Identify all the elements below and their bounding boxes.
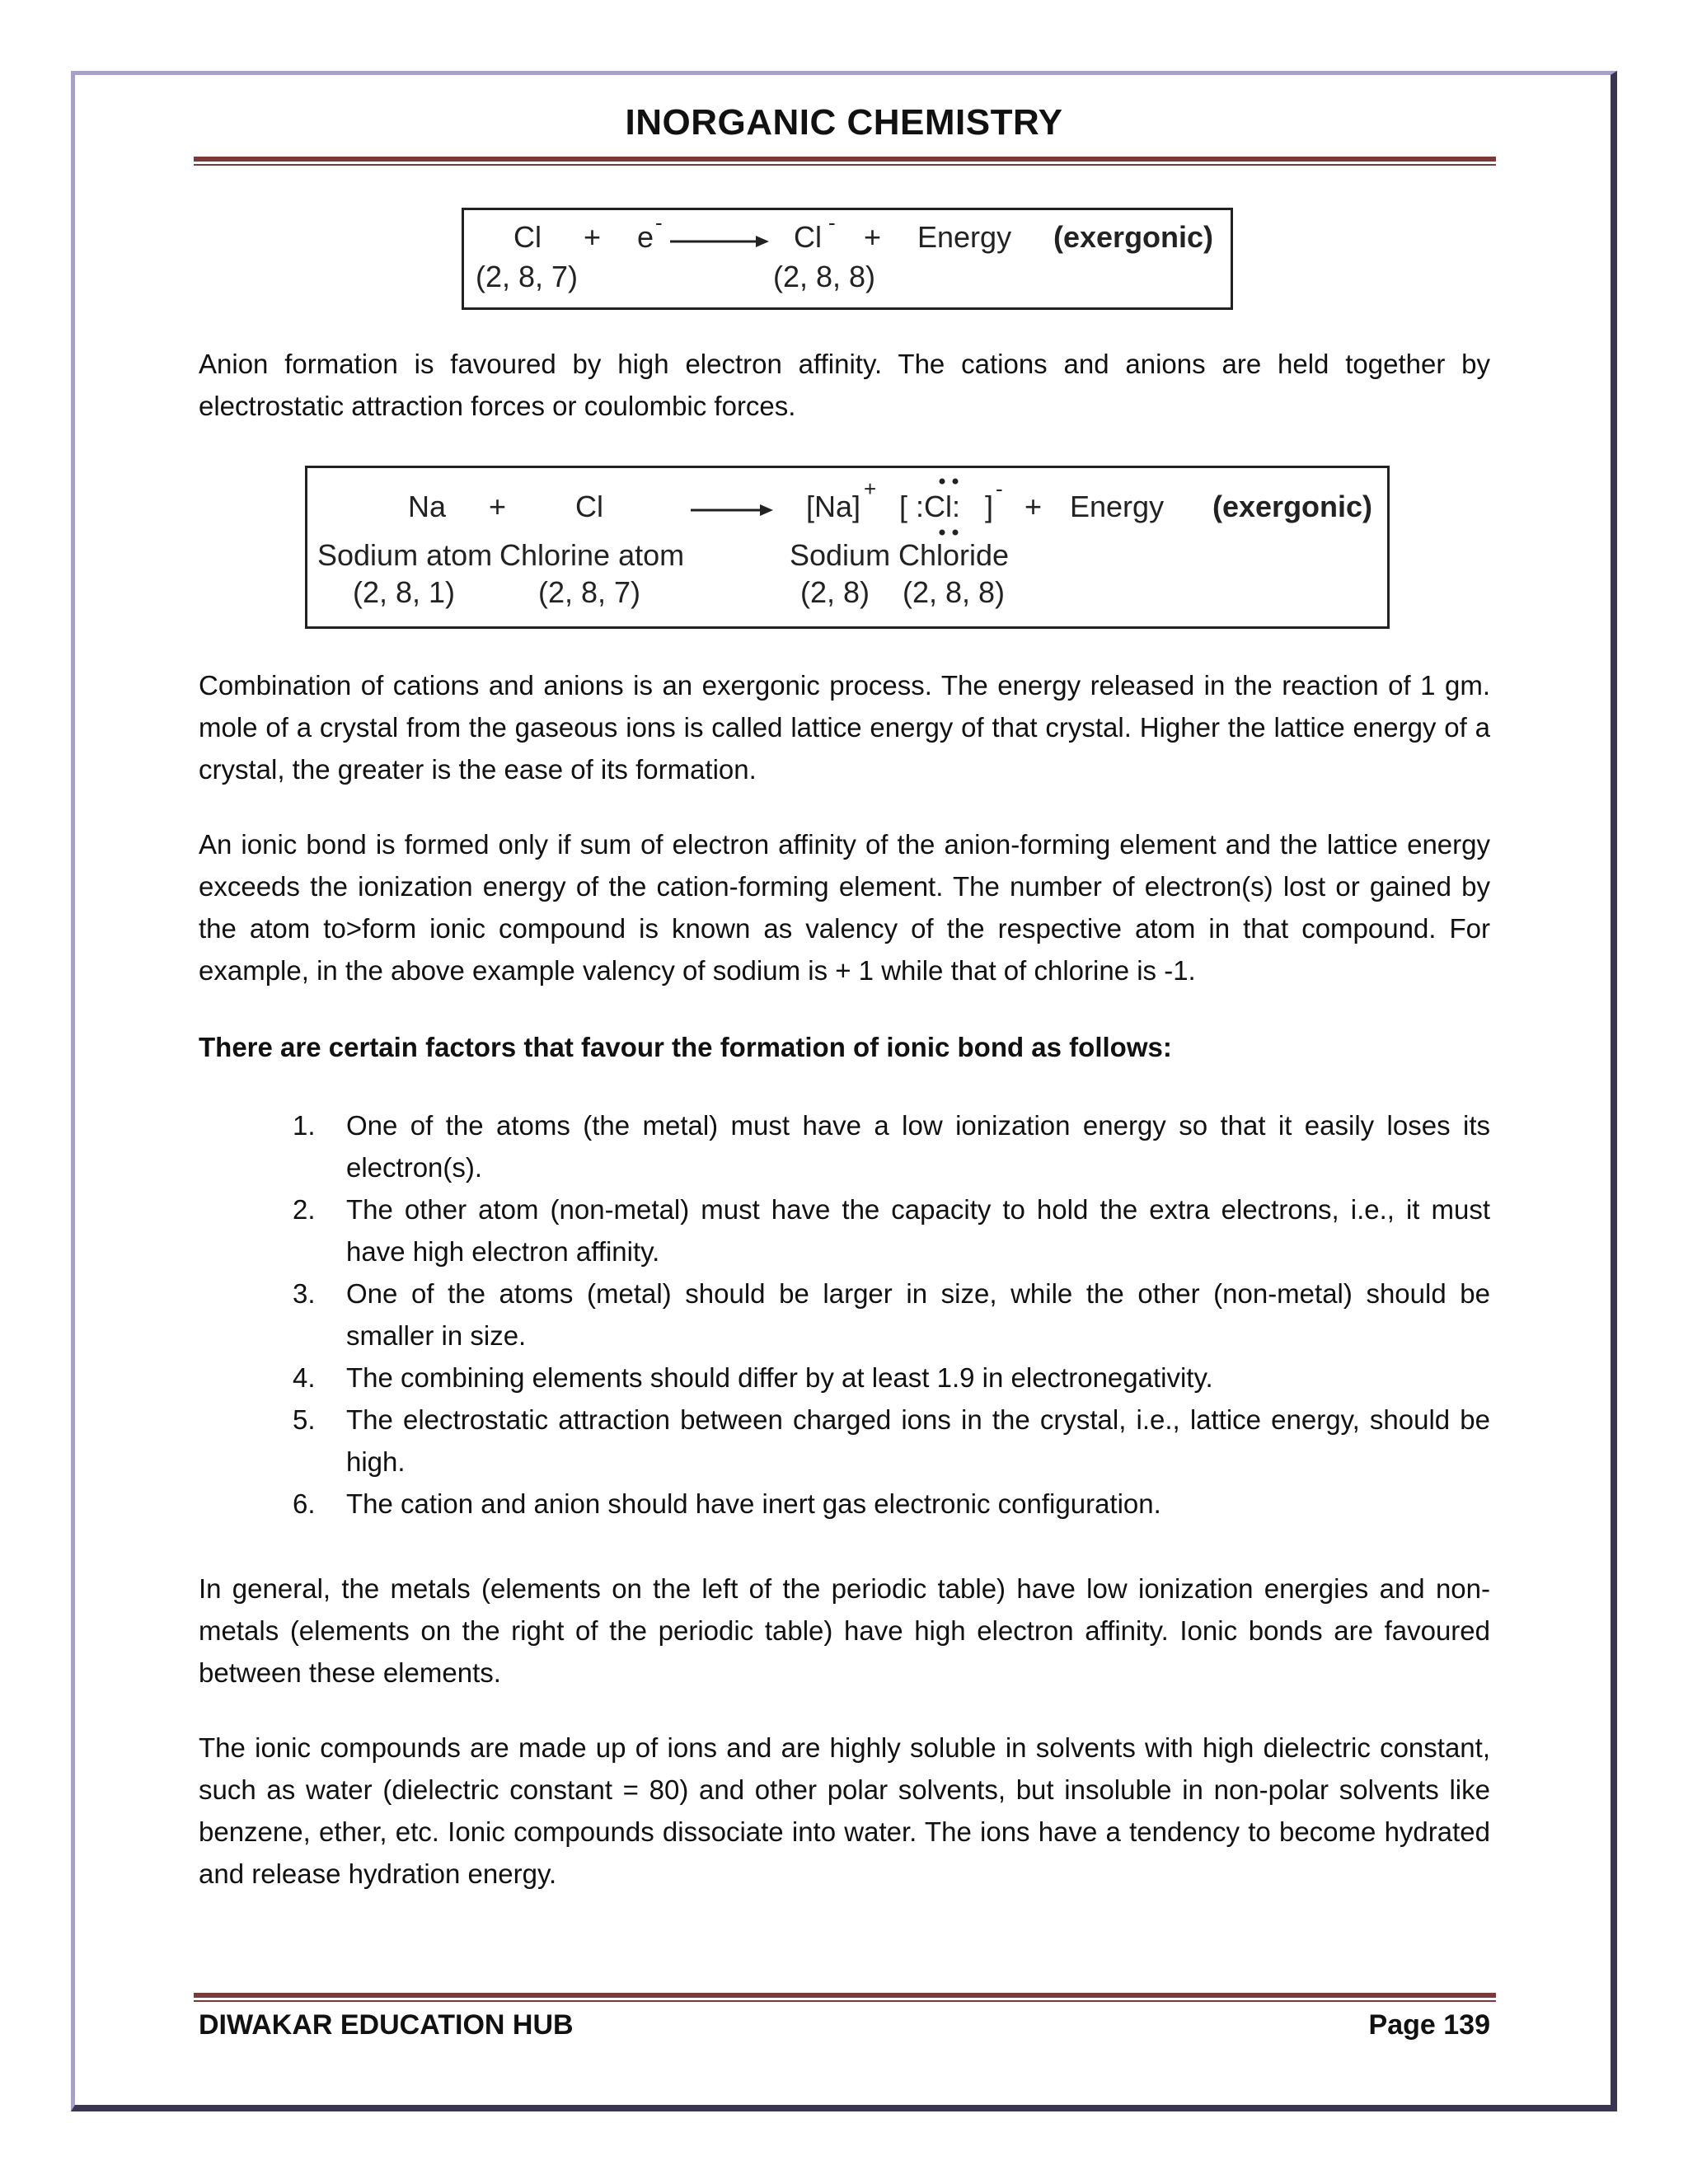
eq1-reactant-cl: Cl [513, 220, 542, 254]
header-rule [194, 157, 1496, 166]
eq1-config-reactant: (2, 8, 7) [476, 260, 579, 293]
eq2-energy: Energy [1070, 490, 1165, 523]
paragraph-anion-formation: Anion formation is favoured by high electron affinity. The cations and anions are held together by electrostatic attraction forces or coulombic forces. [199, 349, 1490, 421]
eq2-config-cl: (2, 8, 7) [538, 575, 641, 609]
eq1-product-charge: - [828, 210, 836, 235]
eq2-config-na-ion: (2, 8) [800, 575, 870, 609]
paragraph-lattice-energy: Combination of cations and anions is an exergonic process. The energy released in the reaction of 1 gm. mole of a crystal from the gaseous ions is called lattice energy of that crystal. Higher the lattice energy of a crystal, the greater is the ease of its formation. [199, 670, 1490, 785]
eq2-exergonic: (exergonic) [1212, 490, 1373, 523]
factors-heading: There are certain factors that favour the formation of ionic bond as follows: [199, 1032, 1172, 1062]
eq1-plus2: + [864, 220, 882, 254]
footer-rule [194, 1993, 1496, 2002]
eq2-plus2: + [1025, 490, 1043, 523]
eq2-bracket-open: [ [899, 490, 908, 523]
eq2-label-sodium-atom: Sodium atom [317, 538, 493, 572]
eq1-exergonic: (exergonic) [1053, 220, 1214, 254]
paragraph-ionic-solubility: The ionic compounds are made up of ions and are highly soluble in solvents with high dielectric constant, such as water (dielectric constant = 80) and other polar solvents, but insoluble in non-polar solvents like benzene, ether, etc. Ionic compounds dissociate into water. The ions have a tendency to become hydrated and release hydration energy. [199, 1732, 1490, 1889]
eq2-label-sodium: Sodium [790, 538, 891, 572]
eq2-chloride-charge: - [996, 476, 1003, 501]
eq2-config-na: (2, 8, 1) [353, 575, 456, 609]
list-item: 1. One of the atoms (the metal) must have a low ionization energy so that it easily loses its electron(s). [293, 1110, 1490, 1183]
eq2-chloride-ion: :Cl: [916, 490, 960, 523]
eq2-bracket-close: ] [985, 490, 994, 523]
eq1-energy: Energy [917, 220, 1012, 254]
reaction-arrow-icon [691, 502, 773, 518]
equation-box-sodium-chloride [305, 466, 1390, 629]
list-item: 3. One of the atoms (metal) should be larger in size, while the other (non-metal) should be smaller in size. [293, 1278, 1490, 1351]
list-item: 2. The other atom (non-metal) must have the capacity to hold the extra electrons, i.e., it must have high electron affinity. [293, 1194, 1490, 1267]
paragraph-metals-nonmetals: In general, the metals (elements on the left of the periodic table) have low ionization energies and non-metals (elements on the right of the periodic table) have high electron affinity. Ionic bonds are favoured between these elements. [199, 1573, 1490, 1688]
list-item: 5. The electrostatic attraction between charged ions in the crystal, i.e., lattice energy, should be high. [293, 1404, 1490, 1477]
lone-pair-dots-icon [932, 478, 973, 536]
page-title: INORGANIC CHEMISTRY [625, 102, 1063, 143]
eq1-product-cl: Cl [794, 220, 822, 254]
eq2-plus: + [489, 490, 507, 523]
eq1-electron-charge: - [655, 210, 663, 235]
list-item: 6. The cation and anion should have inert gas electronic configuration. [293, 1488, 1161, 1519]
page-number: Page 139 [1368, 2009, 1490, 2041]
eq2-sodium-charge: + [864, 476, 877, 501]
reaction-arrow-icon [670, 233, 769, 250]
equation-box-chlorine [462, 208, 1233, 310]
eq1-electron: e [637, 220, 654, 254]
eq2-reactant-cl: Cl [575, 490, 603, 523]
eq2-config-cl-ion: (2, 8, 8) [903, 575, 1006, 609]
eq1-config-product: (2, 8, 8) [773, 260, 876, 293]
eq2-sodium-ion: [Na] [806, 490, 861, 523]
eq2-reactant-na: Na [408, 490, 447, 523]
factors-list [293, 1104, 1490, 1525]
eq1-plus: + [584, 220, 602, 254]
list-item: 4. The combining elements should differ by at least 1.9 in electronegativity. [293, 1362, 1213, 1393]
eq2-label-chloride: Chloride [898, 538, 1010, 572]
paragraph-ionic-bond-valency: An ionic bond is formed only if sum of electron affinity of the anion-forming element and the lattice energy exceeds the ionization energy of the cation-forming element. The number of electron(s) lost or gained by the atom to>form ionic compound is known as valency of the respective atom in that compound. For example, in the above example valency of sodium is + 1 while that of chlorine is -1. [199, 829, 1490, 986]
eq2-label-chlorine-atom: Chlorine atom [499, 538, 685, 572]
footer-publisher: DIWAKAR EDUCATION HUB [199, 2009, 574, 2041]
